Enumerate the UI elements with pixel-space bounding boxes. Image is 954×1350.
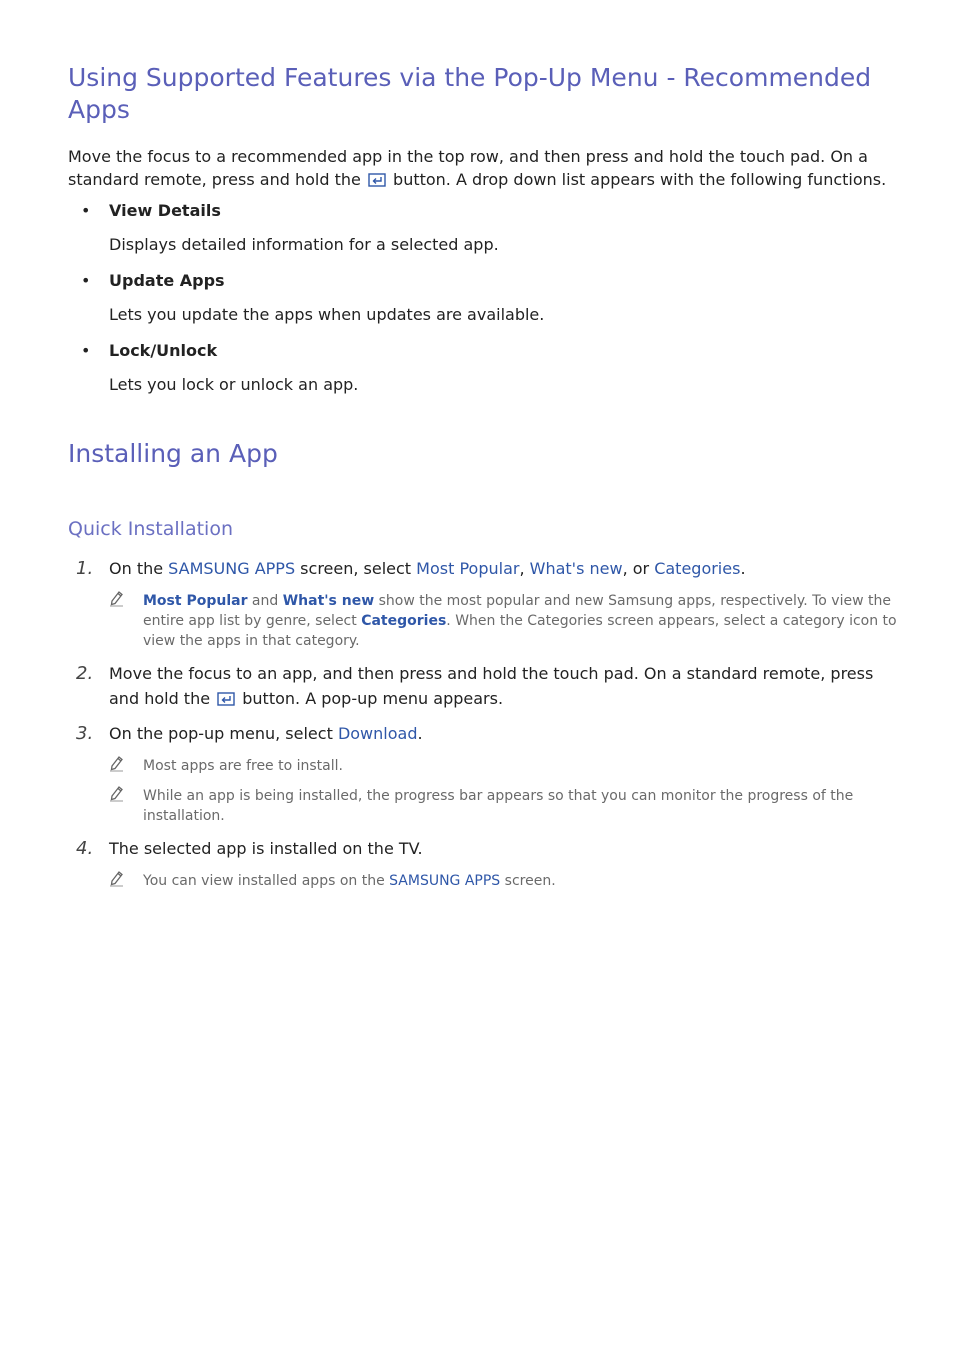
step-number: 1. — [76, 558, 94, 579]
step-number: 2. — [76, 663, 94, 684]
pencil-icon — [108, 754, 126, 772]
item-title: Update Apps — [109, 271, 225, 290]
item-title: View Details — [109, 201, 221, 220]
link-whats-new[interactable]: What's new — [282, 593, 375, 609]
step-text: screen, select — [295, 559, 417, 578]
note-text: screen. — [500, 873, 556, 889]
intro-paragraph — [68, 145, 898, 191]
note-text: You can view installed apps on the — [143, 873, 390, 889]
subsection-title-quick-installation: Quick Installation — [68, 518, 233, 540]
note-text: . When the Categories screen appears, select a category icon to view the apps in that category. — [143, 613, 897, 649]
note-text: and — [247, 593, 283, 609]
pencil-icon — [108, 869, 126, 887]
step-text: . — [740, 559, 746, 578]
step-4 — [68, 836, 898, 861]
step-text: button. A pop-up menu appears. — [242, 689, 504, 708]
step-number: 4. — [76, 838, 94, 859]
note-2 — [68, 756, 898, 776]
list-item-update-apps — [68, 269, 898, 326]
step-text: , or — [622, 559, 655, 578]
section-title-installing: Installing an App — [68, 439, 278, 468]
item-title: Lock/Unlock — [109, 341, 218, 360]
note-text: While an app is being installed, the progress bar appears so that you can monitor the progress of the installation. — [143, 788, 854, 824]
step-text: . — [417, 724, 423, 743]
bullet-dot: • — [81, 341, 91, 360]
link-categories[interactable]: Categories — [361, 613, 447, 629]
note-text: show the most popular and new Samsung apps, respectively. To view the entire app list by genre, select — [143, 593, 891, 629]
step-number: 3. — [76, 723, 94, 744]
list-item-lock-unlock — [68, 339, 898, 396]
intro-text-b: button. A drop down list appears with the following functions. — [393, 170, 887, 189]
item-desc: Displays detailed information for a selected app. — [109, 235, 499, 254]
note-1 — [68, 591, 898, 651]
link-whats-new[interactable]: What's new — [529, 559, 623, 578]
intro-text-a: Move the focus to a recommended app in the top row, and then press and hold the touch pad. On a standard remote, press and hold the — [68, 147, 868, 189]
link-most-popular[interactable]: Most Popular — [143, 593, 248, 609]
item-desc: Lets you lock or unlock an app. — [109, 375, 359, 394]
pencil-icon — [108, 589, 126, 607]
link-samsung-apps[interactable]: SAMSUNG APPS — [389, 873, 501, 889]
link-categories[interactable]: Categories — [654, 559, 741, 578]
link-most-popular[interactable]: Most Popular — [416, 559, 520, 578]
section-title-pop-up-menu: Using Supported Features via the Pop-Up Menu - Recommended Apps — [68, 63, 872, 124]
step-text: The selected app is installed on the TV. — [109, 839, 423, 858]
note-4 — [68, 871, 898, 891]
link-download[interactable]: Download — [337, 724, 418, 743]
step-text: On the — [109, 559, 169, 578]
bullet-dot: • — [81, 201, 91, 220]
link-samsung-apps[interactable]: SAMSUNG APPS — [168, 559, 296, 578]
enter-key-icon — [368, 172, 386, 188]
step-3 — [68, 721, 898, 746]
step-text: , — [519, 559, 530, 578]
bullet-dot: • — [81, 271, 91, 290]
step-text: On the pop-up menu, select — [109, 724, 338, 743]
list-item-view-details — [68, 199, 898, 256]
enter-key-icon — [217, 691, 235, 707]
item-desc: Lets you update the apps when updates are available. — [109, 305, 545, 324]
note-text: Most apps are free to install. — [143, 758, 343, 774]
pencil-icon — [108, 784, 126, 802]
step-1 — [68, 556, 898, 581]
page — [68, 62, 898, 901]
step-text: Move the focus to an app, and then press and hold the touch pad. On a standard remote, press and hold the — [109, 664, 874, 708]
note-3 — [68, 786, 898, 826]
step-2 — [68, 661, 898, 711]
